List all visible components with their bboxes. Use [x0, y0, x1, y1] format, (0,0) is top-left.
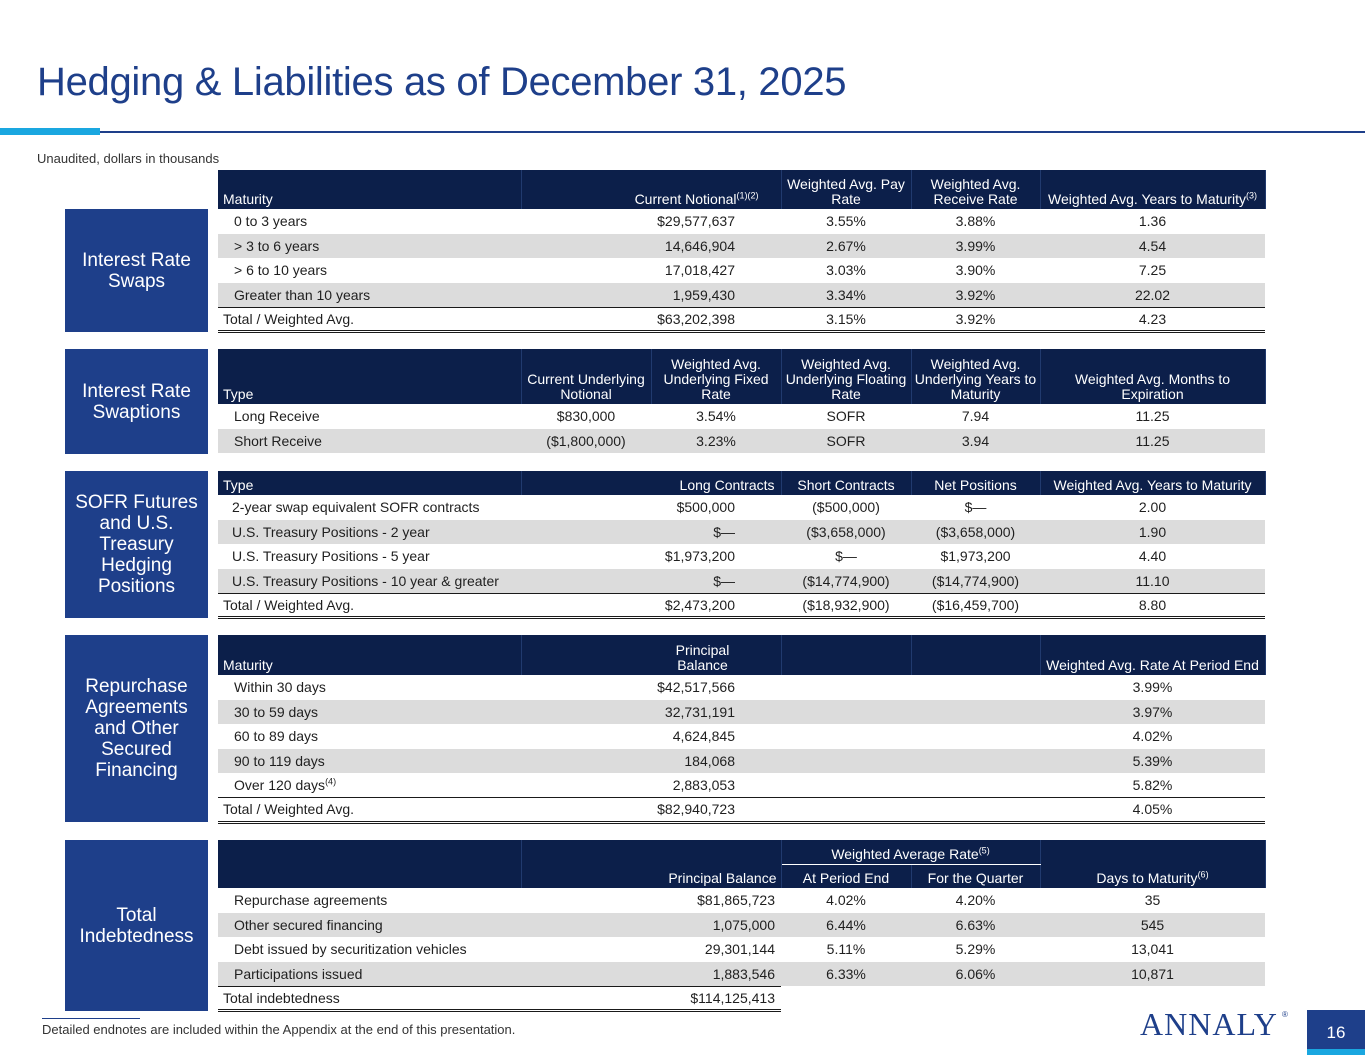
section-label-swaptions: Interest Rate Swaptions — [65, 349, 208, 454]
section-label-debt: Total Indebtedness — [65, 840, 208, 1011]
repo-header-principal: Principal Balance — [521, 635, 781, 675]
section-label-repo: Repurchase Agreements and Other Secured Financing — [65, 635, 208, 822]
swaps-header-notional: Current Notional$^{(1)(2)}$ — [521, 170, 781, 209]
swaps-header-years: Weighted Avg. Years to Maturity$^{(3)}$ — [1040, 170, 1265, 209]
table-row: 60 to 89 days 4,624,845 4.02% — [234, 728, 1173, 745]
table-row: U.S. Treasury Positions - 10 year & greater $— ($14,774,900) ($14,774,900) 11.10 — [218, 569, 1265, 594]
futures-header-short: Short Contracts — [781, 471, 911, 495]
swaptions-header-notional: Current Underlying Notional — [521, 349, 651, 404]
footnote: Detailed endnotes are included within the Appendix at the end of this presentation. — [42, 1022, 516, 1037]
swaps-header-pay-rate: Weighted Avg. Pay Rate — [781, 170, 911, 209]
section-label-futures: SOFR Futures and U.S. Treasury Hedging Positions — [65, 471, 208, 618]
annaly-logo: ANNALY — [1140, 1006, 1278, 1042]
table-total-row: Total / Weighted Avg. $63,202,398 3.15% 3.92% 4.23 — [218, 307, 1265, 332]
debt-header-days: Days to Maturity$^{(6)}$ — [1040, 840, 1265, 888]
futures-header-type: Type — [218, 471, 521, 495]
table-row: Repurchase agreements $81,865,723 4.02% 4.20% 35 — [234, 892, 1161, 909]
table-row: > 3 to 6 years 14,646,904 2.67% 3.99% 4.54 — [218, 234, 1265, 259]
registered-mark: ® — [1282, 1010, 1288, 1019]
swaptions-header-floating-rate: Weighted Avg. Underlying Floating Rate — [781, 349, 911, 404]
table-row: > 6 to 10 years 17,018,427 3.03% 3.90% 7.25 — [234, 262, 1167, 279]
title-accent-bar — [0, 128, 100, 135]
table-row: U.S. Treasury Positions - 5 year $1,973,200 $— $1,973,200 4.40 — [232, 548, 1167, 565]
page-number: 16 — [1307, 1010, 1365, 1055]
table-row: Long Receive $830,000 3.54% SOFR 7.94 11.25 — [234, 408, 1170, 425]
table-row: U.S. Treasury Positions - 2 year $— ($3,658,000) ($3,658,000) 1.90 — [218, 520, 1265, 545]
table-row: 30 to 59 days 32,731,191 3.97% — [218, 700, 1265, 725]
swaptions-header-years: Weighted Avg. Underlying Years to Maturity — [911, 349, 1040, 404]
futures-table — [218, 471, 1266, 619]
futures-header-net: Net Positions — [911, 471, 1040, 495]
debt-header-principal: Principal Balance — [521, 840, 781, 888]
debt-table — [218, 840, 1266, 1012]
swaptions-header-type: Type — [218, 349, 521, 404]
repo-header-empty-1 — [781, 635, 911, 675]
table-row: 0 to 3 years $29,577,637 3.55% 3.88% 1.36 — [234, 213, 1167, 230]
table-row: Short Receive ($1,800,000) 3.23% SOFR 3.94 11.25 — [218, 429, 1265, 454]
table-total-row: Total indebtedness $114,125,413 — [218, 986, 1265, 1011]
repo-header-maturity: Maturity — [218, 635, 521, 675]
table-row: Participations issued 1,883,546 6.33% 6.06% 10,871 — [218, 962, 1265, 987]
debt-header-period-end: At Period End — [781, 864, 911, 888]
repo-header-empty-2 — [911, 635, 1040, 675]
page-number-accent — [1307, 1049, 1365, 1055]
debt-header-weighted-rate: Weighted Average Rate$^{(5)}$ — [781, 840, 1040, 864]
table-row: Over 120 days$^{(4)}$ 2,883,053 5.82% — [234, 776, 1173, 793]
table-row: 2-year swap equivalent SOFR contracts $500,000 ($500,000) $— 2.00 — [232, 499, 1167, 516]
page-subtitle: Unaudited, dollars in thousands — [37, 151, 220, 166]
table-total-row: Total / Weighted Avg. $82,940,723 4.05% — [218, 798, 1265, 823]
repo-header-rate: Weighted Avg. Rate At Period End — [1040, 635, 1265, 675]
page-title: Hedging & Liabilities as of December 31, 2025 — [37, 60, 847, 104]
table-row: Greater than 10 years 1,959,430 3.34% 3.92% 22.02 — [218, 283, 1265, 308]
swaps-header-receive-rate: Weighted Avg. Receive Rate — [911, 170, 1040, 209]
swaptions-table — [218, 349, 1266, 453]
swaptions-header-fixed-rate: Weighted Avg. Underlying Fixed Rate — [651, 349, 781, 404]
table-row: Within 30 days $42,517,566 3.99% — [234, 679, 1173, 696]
swaps-header-maturity: Maturity — [218, 170, 521, 209]
swaptions-header-months: Weighted Avg. Months to Expiration — [1040, 349, 1265, 404]
table-total-row: Total / Weighted Avg. $2,473,200 ($18,932,900) ($16,459,700) 8.80 — [218, 593, 1265, 618]
table-row: Other secured financing 1,075,000 6.44% 6.63% 545 — [218, 913, 1265, 938]
debt-header-empty — [218, 840, 521, 888]
title-divider — [100, 131, 1365, 133]
repo-table — [218, 635, 1266, 824]
footnote-divider — [42, 1018, 140, 1019]
section-label-swaps: Interest Rate Swaps — [65, 209, 208, 332]
table-row: 90 to 119 days 184,068 5.39% — [218, 749, 1265, 774]
debt-header-quarter: For the Quarter — [911, 864, 1040, 888]
swaps-table — [218, 170, 1266, 333]
futures-header-years: Weighted Avg. Years to Maturity — [1040, 471, 1265, 495]
table-row: Debt issued by securitization vehicles 29,301,144 5.11% 5.29% 13,041 — [234, 941, 1174, 958]
futures-header-long: Long Contracts — [521, 471, 781, 495]
